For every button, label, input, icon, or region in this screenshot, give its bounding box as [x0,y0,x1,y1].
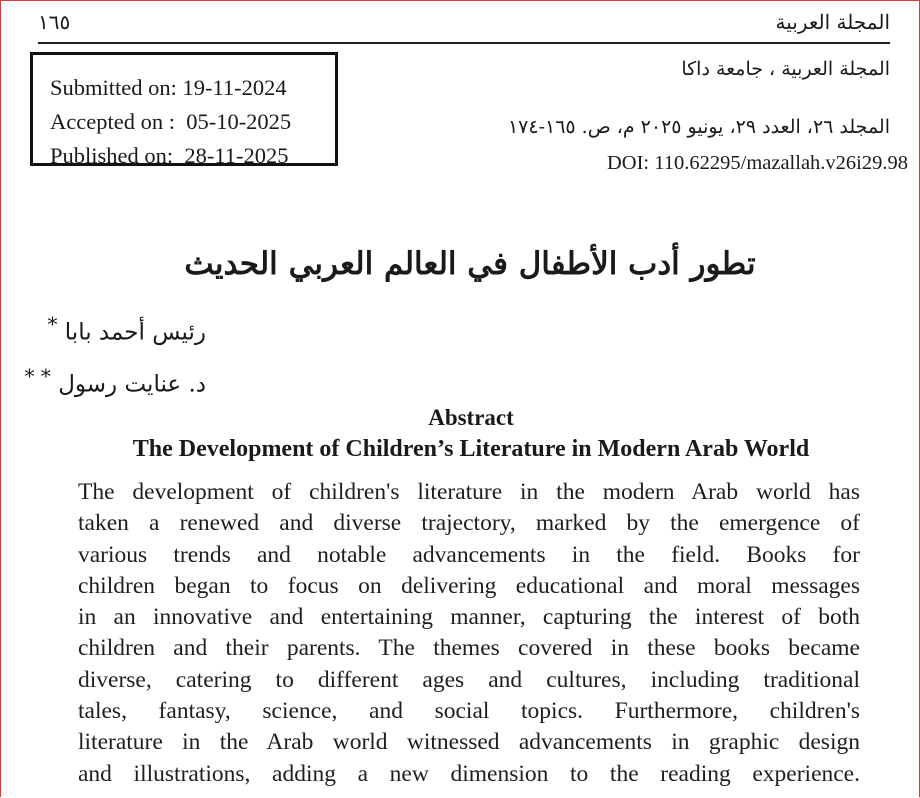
author-1-name: رئيس أحمد بابا [64,319,206,346]
author-2-mark: * * [24,364,51,388]
author-1-mark: * [47,312,58,336]
abstract-line: literature in the Arab world witnessed advancements in graphic design [78,729,860,756]
author-2 [25,364,206,398]
published-date: Published on: 28-11-2025 [50,143,289,168]
abstract-line: The development of children's literature in the modern Arab world has [78,479,860,505]
abstract-line: children began to focus on delivering educational and moral messages [78,572,860,599]
journal-university: المجلة العربية ، جامعة داكا [681,58,890,80]
journal-name-header: المجلة العربية [775,10,890,34]
page-number: ١٦٥ [38,10,71,34]
arabic-title: تطور أدب الأطفال في العالم العربي الحديث [184,246,756,282]
abstract-body [78,477,860,790]
accepted-date: Accepted on : 05-10-2025 [50,109,292,134]
abstract-line: in an innovative and entertaining manner, capturing the interest of both [78,604,860,631]
doi-link[interactable]: DOI: 110.62295/mazallah.v26i29.98 [607,152,908,174]
english-title: The Development of Children’s Literature in Modern Arab World [132,436,810,462]
volume-info: المجلد ٢٦، العدد ٢٩، يونيو ٢٠٢٥ م، ص. ١٦٥-١٧٤ [507,116,890,138]
author-2-name: د. عنايت رسول [58,371,206,398]
dates-box [30,52,338,166]
abstract-line: diverse, catering to different ages and cultures, including traditional [78,666,860,693]
running-header [38,8,890,44]
abstract-line: various trends and notable advancements in the field. Books for [78,541,860,568]
abstract-line: taken a renewed and diverse trajectory, marked by the emergence of [78,510,860,537]
abstract-line: and illustrations, adding a new dimension to the reading experience. [78,760,860,787]
author-1 [47,312,206,346]
abstract-line: children and their parents. The themes covered in these books became [78,635,860,662]
abstract-line: tales, fantasy, science, and social topics. Furthermore, children's [78,698,860,725]
submitted-date: Submitted on: 19-11-2024 [50,75,287,100]
abstract-heading: Abstract [428,405,514,430]
